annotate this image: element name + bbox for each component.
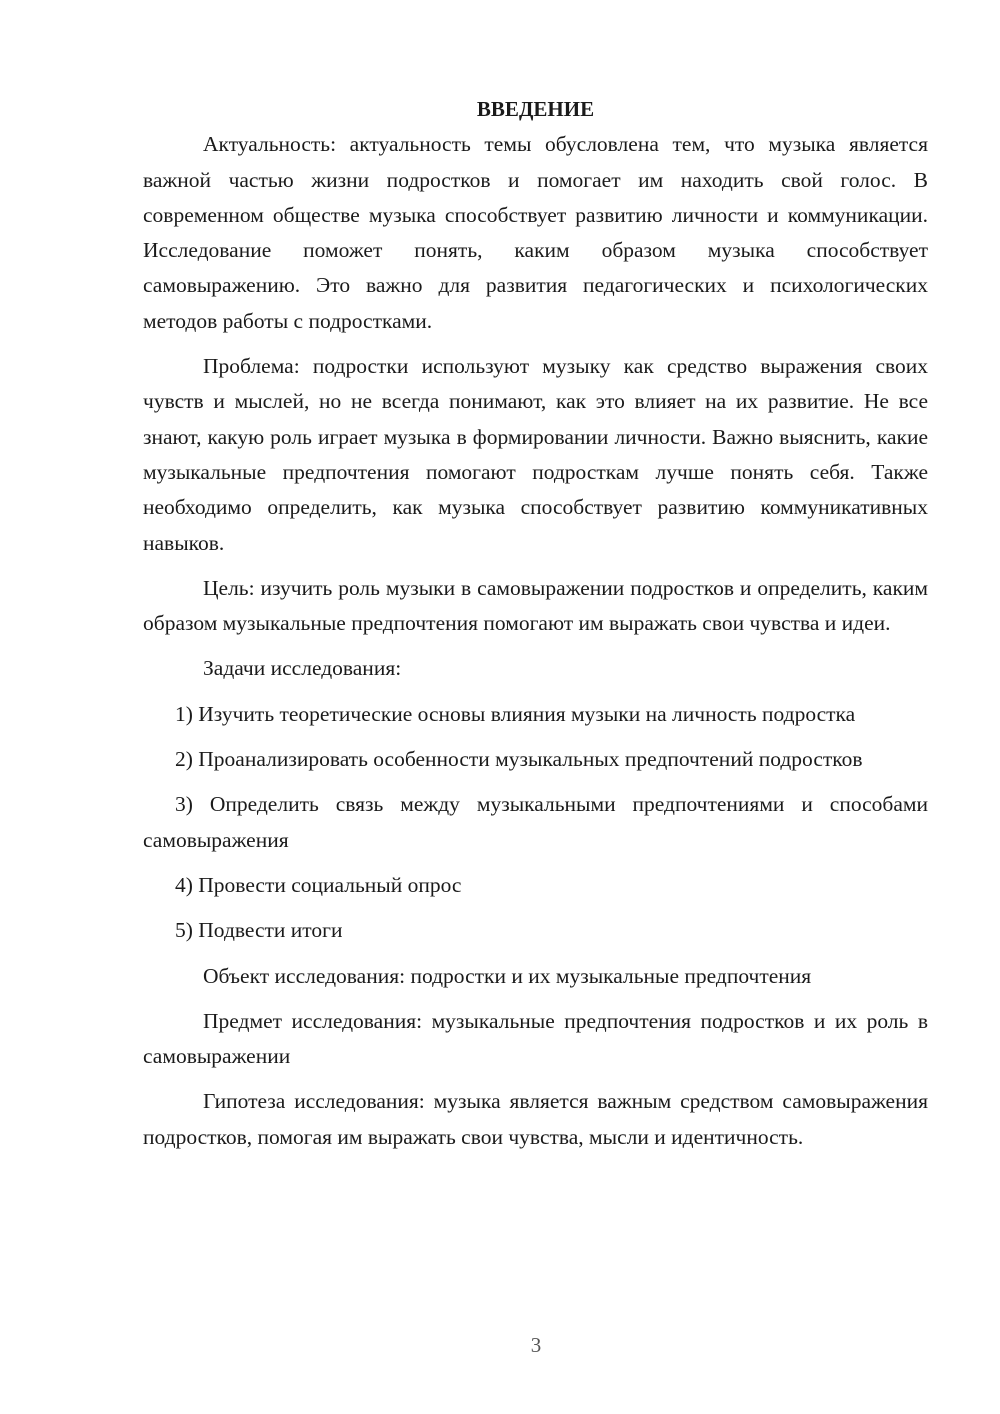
hypothesis-paragraph: Гипотеза исследования: музыка является важным средством самовыражения подростков, помогая им выражать свои чувства, мысли и идентичность. bbox=[143, 1089, 928, 1149]
document-page bbox=[143, 92, 928, 1165]
object-paragraph: Объект исследования: подростки и их музыкальные предпочтения bbox=[203, 963, 812, 988]
tasks-heading: Задачи исследования: bbox=[203, 656, 402, 681]
relevance-paragraph: Актуальность: актуальность темы обусловлена тем, что музыка является важной частью жизни подростков и помогает им находить свой голос. В современном обществе музыка способствует развитию личности и коммуникации. Исследование поможет понять, каким образом музыка способствует самовыражению. Это важно для развития педагогических и психологических методов работы с подростками. bbox=[143, 132, 928, 333]
task-item-2: 2) Проанализировать особенности музыкальных предпочтений подростков bbox=[175, 747, 863, 772]
section-heading: ВВЕДЕНИЕ bbox=[476, 97, 595, 121]
subject-paragraph: Предмет исследования: музыкальные предпочтения подростков и их роль в самовыражении bbox=[143, 1008, 928, 1069]
problem-paragraph: Проблема: подростки используют музыку как средство выражения своих чувств и мыслей, но не всегда понимают, как это влияет на их развитие. Не все знают, какую роль играет музыка в формировании личности. Важно выяснить, какие музыкальные предпочтения помогают подросткам лучше понять себя. Также необходимо определить, как музыка способствует развитию коммуникативных навыков. bbox=[143, 354, 928, 555]
task-item-1: 1) Изучить теоретические основы влияния музыки на личность подростка bbox=[175, 701, 856, 726]
task-item-4: 4) Провести социальный опрос bbox=[175, 872, 462, 897]
goal-paragraph: Цель: изучить роль музыки в самовыражении подростков и определить, каким образом музыкальные предпочтения помогают им выражать свои чувства и идеи. bbox=[143, 575, 928, 636]
page-number: 3 bbox=[530, 1333, 542, 1357]
task-item-3: 3) Определить связь между музыкальными предпочтениями и способами самовыражения bbox=[143, 792, 928, 852]
task-item-5: 5) Подвести итоги bbox=[175, 918, 343, 943]
